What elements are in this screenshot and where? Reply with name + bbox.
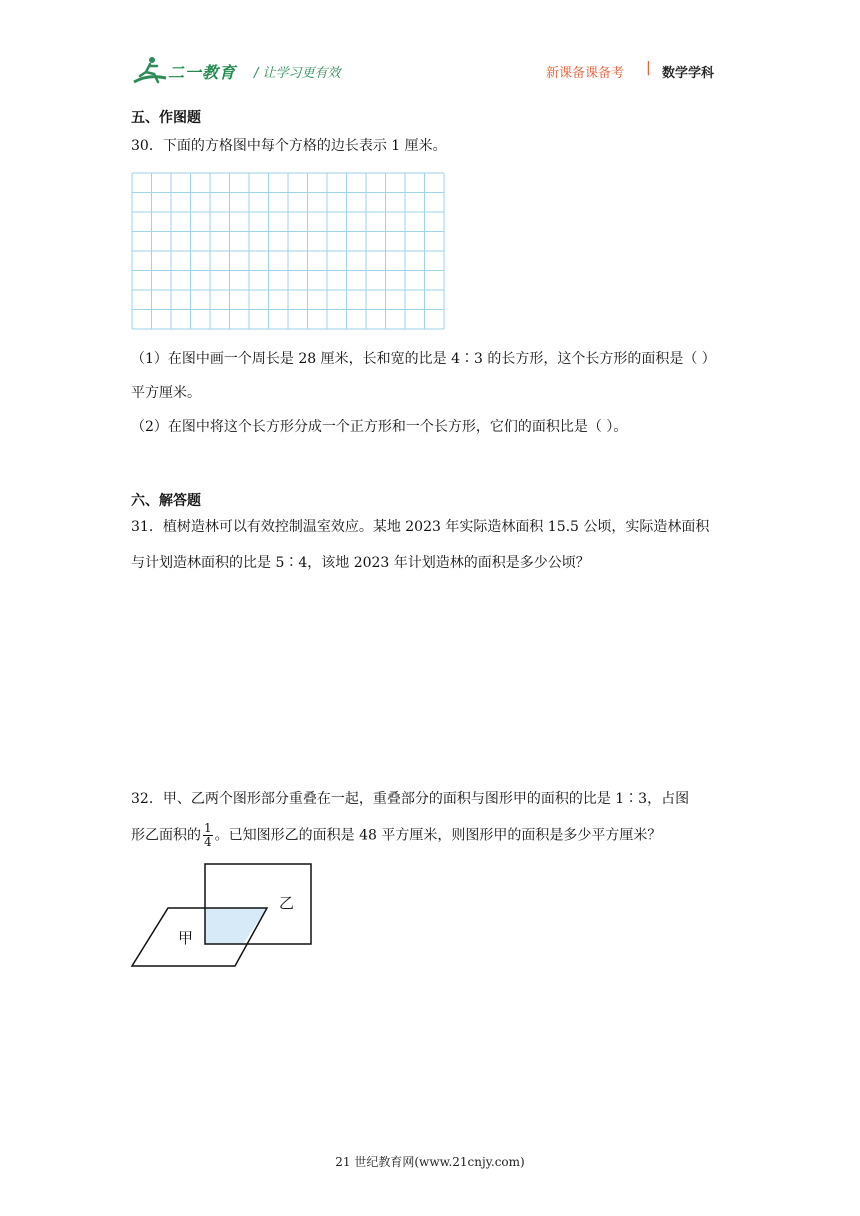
q31-line2: 与计划造林面积的比是 5∶4，该地 2023 年计划造林的面积是多少公顷？ xyxy=(131,555,590,571)
header-separator: | xyxy=(646,60,651,76)
logo-text: 二一教育 xyxy=(168,63,237,82)
fraction-numerator: 1 xyxy=(204,821,212,835)
q32-line2-before: 形乙面积的 xyxy=(131,827,201,844)
header-subject: 数学学科 xyxy=(662,66,715,81)
header-tag-prep: 新课备课备考 xyxy=(546,66,625,81)
overlap-figure xyxy=(128,860,318,970)
section-title-drawing: 五、作图题 xyxy=(131,110,201,126)
fraction-one-quarter xyxy=(203,822,213,849)
page-footer: 21 世纪教育网(www.21cnjy.com) xyxy=(335,1155,525,1169)
q32-line2 xyxy=(131,822,661,849)
q30-part1-line1: （1）在图中画一个周长是 28 厘米，长和宽的比是 4∶3 的长方形，这个长方形的面积是（ ） xyxy=(131,351,716,367)
square-grid xyxy=(131,172,445,330)
q31-line1: 31．植树造林可以有效控制温室效应。某地 2023 年实际造林面积 15.5 公顷，实际造林面积 xyxy=(131,519,710,535)
header-slogan: / 让学习更有效 xyxy=(254,66,341,81)
q30-part1-line2: 平方厘米。 xyxy=(131,385,201,401)
section-title-solving: 六、解答题 xyxy=(131,493,201,509)
q32-line2-after: 。已知图形乙的面积是 48 平方厘米，则图形甲的面积是多少平方厘米？ xyxy=(214,827,662,844)
label-jia: 甲 xyxy=(178,929,194,947)
fraction-denominator: 4 xyxy=(204,835,212,849)
q30-stem: 30．下面的方格图中每个方格的边长表示 1 厘米。 xyxy=(131,138,447,154)
label-yi: 乙 xyxy=(279,894,295,912)
q30-part2: （2）在图中将这个长方形分成一个正方形和一个长方形，它们的面积比是（ ）。 xyxy=(131,419,628,435)
q32-line1: 32．甲、乙两个图形部分重叠在一起，重叠部分的面积与图形甲的面积的比是 1∶3，占图 xyxy=(131,791,690,807)
